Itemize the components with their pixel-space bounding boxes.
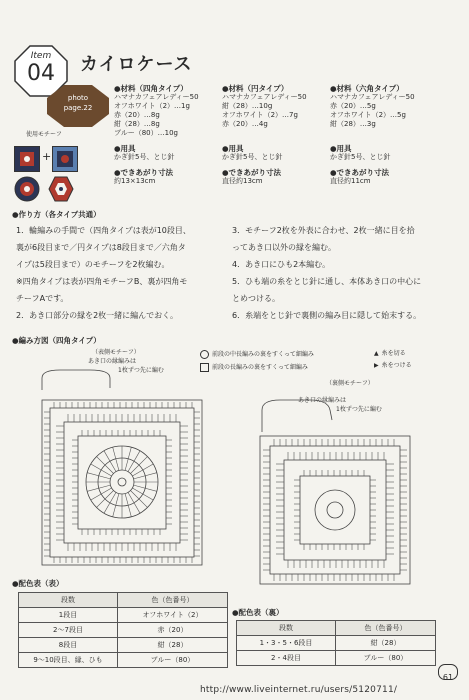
hexagon-size-line: 直径約11cm [330, 177, 371, 185]
square-material-line: 紺（28）…8g [114, 120, 160, 128]
table-cell: 紺（28） [118, 638, 228, 653]
motif-square-a-icon [15, 147, 39, 171]
howto-step-line: 6．糸端をとじ針で裏側の編み目に隠して始末する。 [232, 311, 422, 320]
front-diagram [30, 360, 210, 575]
howto-step-line: ってあき口以外の縁を編む。 [232, 243, 336, 252]
back-opening-note-2: 1枚ずつ先に編む [336, 406, 382, 413]
table-header-cell: 段数 [237, 621, 336, 636]
table-header-cell: 色（色番号） [118, 593, 228, 608]
front-motif-label: （表側モチーフ） [92, 349, 140, 356]
square-spec [114, 84, 199, 186]
table-row [19, 638, 228, 653]
table-back [236, 620, 436, 666]
table-cell: 1・3・5・6段目 [237, 636, 336, 651]
table-row [237, 651, 436, 666]
howto-step-line: とめつける。 [232, 294, 280, 303]
table-front-title: ●配色表（表） [12, 579, 64, 588]
legend-right-line: 糸を切る [381, 350, 406, 357]
howto-step-line: 4．あき口にひも2本編む。 [232, 260, 331, 269]
hexagon-material-line: 赤（20）…5g [330, 102, 376, 110]
table-row [19, 608, 228, 623]
footer-url[interactable]: http://www.liveinternet.ru/users/5120711/ [200, 685, 398, 695]
square-material-line: オフホワイト（2）…1g [114, 102, 190, 110]
motif-circle-icon [14, 176, 40, 202]
howto-step-line: チーフAです。 [16, 294, 69, 303]
table-cell: 1段目 [19, 608, 118, 623]
circle-material-line: 紺（28）…10g [222, 102, 273, 110]
back-motif-label: （裏側モチーフ） [326, 380, 374, 387]
square-material-line: 赤（20）…8g [114, 111, 160, 119]
hexagon-material-line: 紺（28）…3g [330, 120, 376, 128]
square-size-title: ●できあがり寸法 [114, 168, 174, 177]
hexagon-tools-line: かぎ針5号、とじ針 [330, 153, 391, 161]
legend-line: 前段の中長編みの裏をすくって細編み [212, 350, 314, 358]
back-diagram [240, 390, 415, 590]
hexagon-materials-title: ●材料（六角タイプ） [330, 84, 404, 93]
table-cell: 9〜10段目、縁、ひも [19, 653, 118, 668]
circle-tools-title: ●用具 [222, 144, 244, 153]
howto-left [16, 222, 191, 324]
photo-label: photo [67, 94, 89, 102]
motif-plus: + [42, 150, 52, 163]
page-number-badge [438, 664, 458, 680]
page-title: カイロケース [80, 54, 193, 75]
table-row [237, 621, 436, 636]
legend-symbol-icon [200, 350, 209, 359]
motif-hexagon [48, 176, 74, 202]
table-cell: ブルー（80） [118, 653, 228, 668]
front-diagram-svg [30, 360, 210, 575]
table-cell: 2〜7段目 [19, 623, 118, 638]
cut-arrow-icon: ▲ [374, 350, 379, 357]
motif-square-a [14, 146, 40, 172]
circle-size-title: ●できあがり寸法 [222, 168, 282, 177]
legend-line: 前段の長編みの裏をすくって細編み [212, 363, 308, 371]
motif-circle [14, 176, 40, 202]
hexagon-spec [330, 84, 415, 186]
photo-page: page.22 [63, 104, 93, 112]
square-size-line: 約13×13cm [114, 177, 156, 185]
table-row [19, 653, 228, 668]
table-cell: オフホワイト（2） [118, 608, 228, 623]
item-number: 04 [27, 61, 55, 86]
table-row [237, 636, 436, 651]
legend-right [374, 350, 412, 370]
square-material-line: ハマナカフェアレディー50 [114, 93, 199, 101]
howto-title: ●作り方（各タイプ共通） [12, 210, 101, 219]
legend-right-line: 糸をつける [381, 362, 412, 369]
table-cell: 紺（28） [336, 636, 436, 651]
page-number: 61 [442, 673, 454, 682]
circle-material-line: ハマナカフェアレディー50 [222, 93, 307, 101]
square-materials-title: ●材料（四角タイプ） [114, 84, 188, 93]
table-back-title: ●配色表（裏） [232, 608, 284, 617]
square-material-line: ブルー（80）…10g [114, 129, 178, 137]
circle-material-line: 赤（20）…4g [222, 120, 268, 128]
front-opening-note-2: 1枚ずつ先に編む [118, 367, 164, 374]
back-opening-note: あき口の縁編みは [298, 397, 347, 404]
circle-materials-title: ●材料（円タイプ） [222, 84, 289, 93]
howto-step-line: ※四角タイプは表が四角モチーフB、裏が四角モ [16, 277, 188, 286]
attach-arrow-icon: ▶ [374, 362, 379, 369]
howto-step-line: 1．輪編みの手間で（四角タイプは表が10段目、 [16, 226, 191, 235]
table-cell: ブルー（80） [336, 651, 436, 666]
howto-step-line: 裏が6段目まで／円タイプは8段目まで／六角タ [16, 243, 186, 252]
howto-step-line: イプは5段目まで）のモチーフを2枚編む。 [16, 260, 170, 269]
square-tools-title: ●用具 [114, 144, 136, 153]
diagram-title: ●編み方図（四角タイプ） [12, 336, 101, 345]
howto-step-line: 2．あき口部分の縁を2枚一緒に編んでおく。 [16, 311, 179, 320]
motif-square-b-icon [53, 147, 77, 171]
circle-material-line: オフホワイト（2）…7g [222, 111, 298, 119]
table-cell: 赤（20） [118, 623, 228, 638]
howto-step-line: 3．モチーフ2枚を外表に合わせ、2枚一緒に目を拾 [232, 226, 415, 235]
motif-hexagon-icon [48, 176, 74, 202]
circle-size-line: 直径約13cm [222, 177, 263, 185]
square-tools-line: かぎ針5号、とじ針 [114, 153, 175, 161]
item-label: Item [30, 51, 52, 61]
hexagon-tools-title: ●用具 [330, 144, 352, 153]
howto-step-line: 5．ひも端の糸をとじ針に通し、本体あき口の中心に [232, 277, 422, 286]
howto-right [232, 222, 421, 324]
hexagon-size-title: ●できあがり寸法 [330, 168, 390, 177]
motif-label: 使用モチーフ [26, 131, 62, 138]
back-diagram-svg [240, 390, 415, 590]
motif-square-b [52, 146, 78, 172]
legend [200, 350, 314, 372]
table-header-cell: 色（色番号） [336, 621, 436, 636]
table-front [18, 592, 228, 668]
table-cell: 2・4段目 [237, 651, 336, 666]
photo-badge [46, 84, 110, 128]
table-cell: 8段目 [19, 638, 118, 653]
hexagon-material-line: オフホワイト（2）…5g [330, 111, 406, 119]
circle-tools-line: かぎ針5号、とじ針 [222, 153, 283, 161]
table-row [19, 623, 228, 638]
table-header-cell: 段数 [19, 593, 118, 608]
circle-spec [222, 84, 307, 186]
table-row [19, 593, 228, 608]
hexagon-material-line: ハマナカフェアレディー50 [330, 93, 415, 101]
front-opening-note: あき口の縁編みは [88, 358, 137, 365]
